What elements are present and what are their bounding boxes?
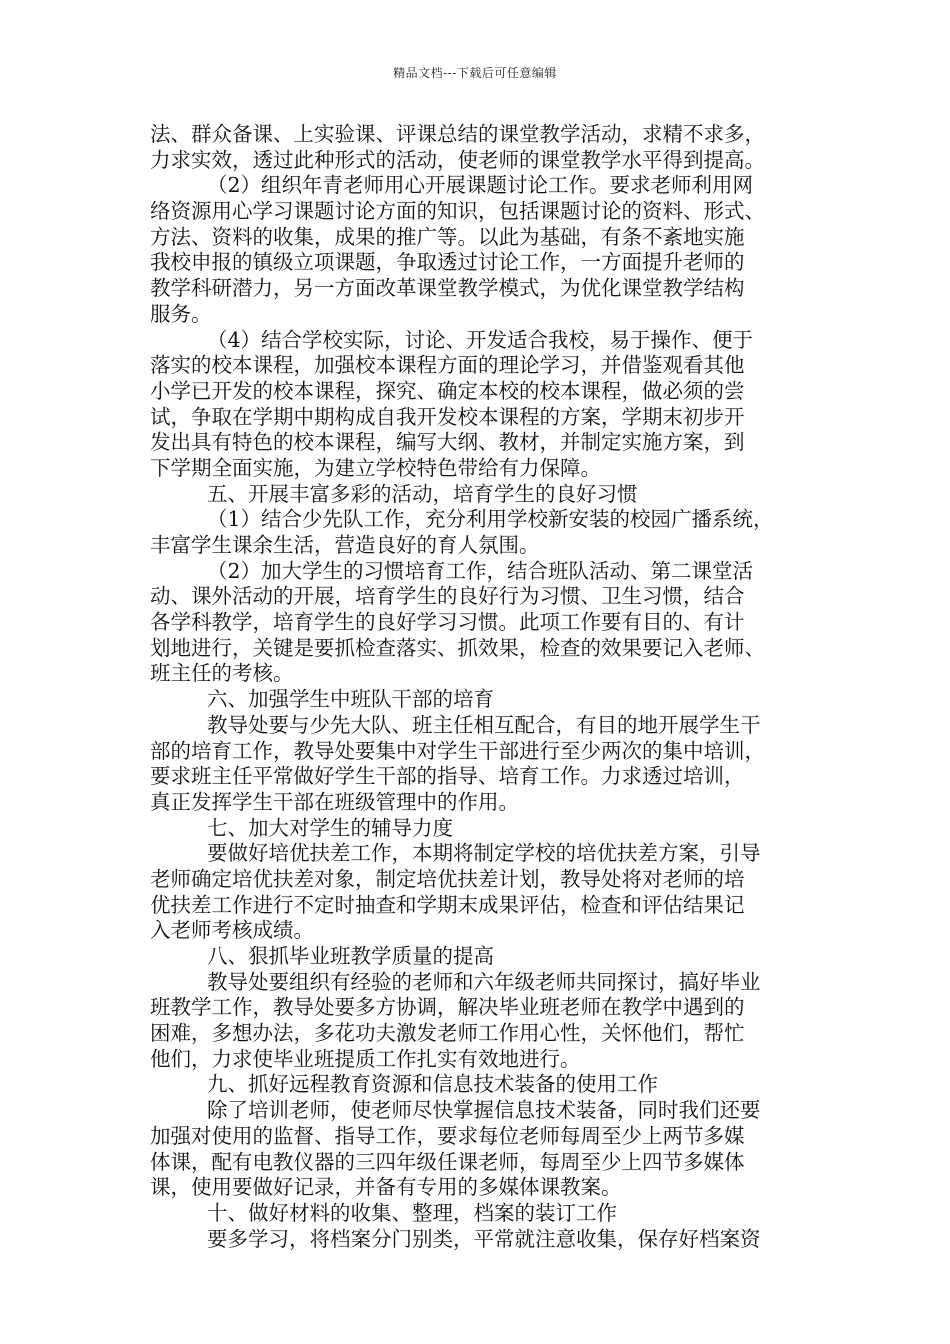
text-line: 服务。 [150,301,212,326]
document-body [150,122,810,1252]
text-line: 要做好培优扶差工作，本期将制定学校的培优扶差方案，引导 [207,841,761,866]
text-line: 动、课外活动的开展，培育学生的良好行为习惯、卫生习惯，结合 [150,584,745,609]
text-line: 教导处要组织有经验的老师和六年级老师共同探讨，搞好毕业 [207,969,761,994]
text-line: 班教学工作，教导处要多方协调，解决毕业班老师在教学中遇到的 [150,995,745,1020]
text-line: 入老师考核成绩。 [150,918,314,943]
text-line: 优扶差工作进行不定时抽查和学期末成果评估，检查和评估结果记 [150,892,745,917]
text-line: 小学已开发的校本课程，探究、确定本校的校本课程，做必须的尝 [150,378,745,403]
text-line: 老师确定培优扶差对象，制定培优扶差计划，教导处将对老师的培 [150,866,745,891]
text-line: 试，争取在学期中期构成自我开发校本课程的方案，学期末初步开 [150,404,745,429]
text-line: 五、开展丰富多彩的活动，培育学生的良好习惯 [207,481,638,506]
text-line: 下学期全面实施，为建立学校特色带给有力保障。 [150,455,601,480]
text-line: 课，使用要做好记录，并备有专用的多媒体课教案。 [150,1175,622,1200]
text-line: 丰富学生课余生活，营造良好的育人氛围。 [150,533,540,557]
text-line: 要多学习，将档案分门别类，平常就注意收集，保存好档案资 [207,1226,761,1251]
text-line: 困难，多想办法，多花功夫激发老师工作用心性，关怀他们，帮忙 [150,1021,745,1046]
text-line: 我校申报的镇级立项课题，争取透过讨论工作，一方面提升老师的 [150,250,745,275]
text-line: 部的培育工作，教导处要集中对学生干部进行至少两次的集中培训， [150,738,765,763]
text-line: 力求实效，透过此种形式的活动，使老师的课堂教学水平得到提高。 [150,147,765,172]
text-line: 加强对使用的监督、指导工作，要求每位老师每周至少上两节多媒 [150,1123,745,1148]
page-header: 精品文档---下载后可任意编辑 [393,66,557,80]
text-line: 方法、资料的收集，成果的推广等。以此为基础，有条不紊地实施 [150,224,745,249]
text-line: 络资源用心学习课题讨论方面的知识，包括课题讨论的资料、形式、 [150,199,765,224]
text-line: 九、抓好远程教育资源和信息技术装备的使用工作 [207,1072,658,1097]
text-line: 他们，力求使毕业班提质工作扎实有效地进行。 [150,1046,581,1071]
text-line: 要求班主任平常做好学生干部的指导、培育工作。力求透过培训， [150,764,745,789]
text-line: 除了培训老师，使老师尽快掌握信息技术装备，同时我们还要 [207,1098,761,1123]
text-line: 教导处要与少先大队、班主任相互配合，有目的地开展学生干 [207,712,761,737]
text-line: 发出具有特色的校本课程，编写大纲、教材，并制定实施方案，到 [150,430,745,455]
text-line: 真正发挥学生干部在班级管理中的作用。 [150,789,519,814]
text-line: 体课，配有电教仪器的三四年级任课老师，每周至少上四节多媒体 [150,1149,745,1174]
text-line: 班主任的考核。 [150,661,294,686]
text-line: 七、加大对学生的辅导力度 [207,815,453,840]
text-line: （1）结合少先队工作，充分利用学校新安装的校园广播系统， [207,507,774,532]
text-line: 六、加强学生中班队干部的培育 [207,687,494,712]
text-line: 各学科教学，培育学生的良好学习习惯。此项工作要有目的、有计 [150,610,745,635]
text-line: 落实的校本课程，加强校本课程方面的理论学习，并借鉴观看其他 [150,353,745,378]
text-line: 法、群众备课、上实验课、评课总结的课堂教学活动，求精不求多， [150,122,765,146]
text-line: （4）结合学校实际，讨论、开发适合我校，易于操作、便于 [207,327,754,352]
text-line: （2）组织年青老师用心开展课题讨论工作。要求老师利用网 [207,173,754,198]
text-line: （2）加大学生的习惯培育工作，结合班队活动、第二课堂活 [207,558,754,583]
text-line: 划地进行，关键是要抓检查落实、抓效果，检查的效果要记入老师、 [150,635,765,660]
text-line: 十、做好材料的收集、整理，档案的装订工作 [207,1200,617,1225]
text-line: 八、狠抓毕业班教学质量的提高 [207,944,494,968]
text-line: 教学科研潜力，另一方面改革课堂教学模式，为优化课堂教学结构 [150,276,745,301]
